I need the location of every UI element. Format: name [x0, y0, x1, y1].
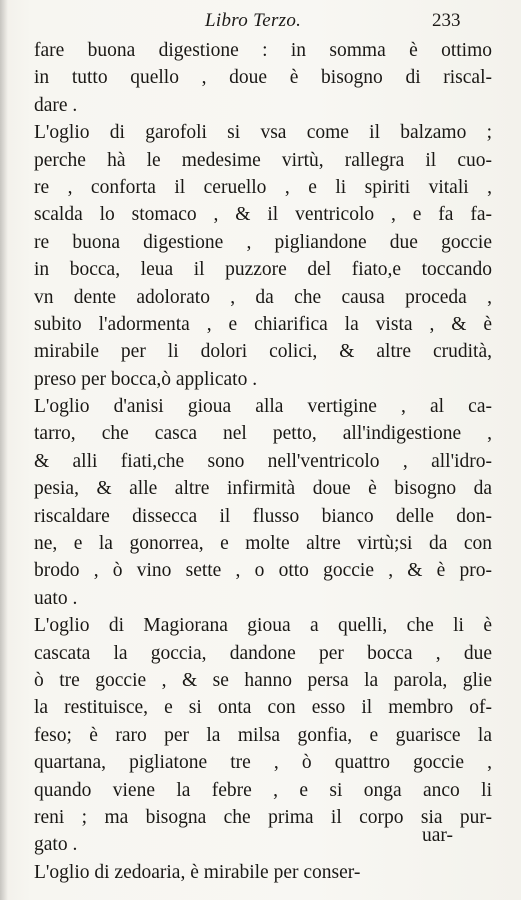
text-line: & alli fiati,che sono nell'ventricolo , all'idro-	[34, 450, 492, 472]
text-line: L'oglio d'anisi gioua alla vertigine , al ca-	[34, 396, 492, 418]
text-line: fare buona digestione : in somma è ottimo	[34, 40, 492, 61]
text-line: preso per bocca,ò applicato .	[34, 368, 258, 390]
text-line: ò tre goccie , & se hanno persa la parola, glie	[34, 669, 492, 691]
text-line: gato .	[34, 834, 78, 856]
text-line: perche hà le medesime virtù, rallegra il cuo-	[34, 149, 492, 171]
text-line: L'oglio di Magiorana gioua a quelli, che li è	[34, 615, 492, 637]
text-line: la restituisce, e si onta con esso il membro of-	[34, 697, 492, 719]
text-line: re buona digestione , pigliandone due goccie	[34, 231, 492, 253]
text-line: ne, e la gonorrea, e molte altre virtù;si da con	[34, 533, 492, 555]
text-line: quartana, pigliatone tre , ò quattro goccie ,	[34, 752, 492, 774]
text-line: re , conforta il ceruello , e li spiriti vitali ,	[34, 176, 492, 198]
text-line: pesia, & alle altre infirmità doue è bisogno da	[34, 478, 492, 500]
text-line: in tutto quello , doue è bisogno di riscal-	[34, 67, 492, 89]
text-line: dare .	[34, 94, 78, 116]
text-line: cascata la goccia, dandone per bocca , due	[34, 642, 492, 664]
text-line: L'oglio di garofoli si vsa come il balzamo ;	[34, 122, 492, 144]
text-line: feso; è raro per la milsa gonfia, e guarisce la	[34, 724, 492, 746]
text-line: brodo , ò vino sette , o otto goccie , & è pro-	[34, 560, 492, 582]
body-text	[34, 37, 492, 886]
text-line: mirabile per li dolori colici, & altre crudità,	[34, 341, 492, 363]
text-line: riscaldare dissecca il flusso bianco delle don-	[34, 505, 492, 527]
catchword: uar-	[422, 825, 454, 846]
text-line: scalda lo stomaco , & il ventricolo , e fa fa-	[34, 204, 492, 226]
text-line: vn dente adolorato , da che causa proceda ,	[34, 286, 492, 308]
text-line: subito l'adormenta , e chiarifica la vista , & è	[34, 313, 492, 335]
text-line: L'oglio di zedoaria, è mirabile per conser-	[34, 861, 361, 883]
text-line: quando viene la febre , e si onga anco li	[34, 779, 492, 801]
page-number: 233	[432, 10, 461, 31]
text-line: in bocca, leua il puzzore del fiato,e toccando	[34, 259, 492, 281]
gutter-shadow	[0, 0, 8, 900]
running-head: Libro Terzo.	[205, 10, 302, 31]
text-line: tarro, che casca nel petto, all'indigestione ,	[34, 423, 492, 445]
text-line: uato .	[34, 587, 78, 609]
text-line: reni ; ma bisogna che prima il corpo sia pur-	[34, 806, 492, 828]
